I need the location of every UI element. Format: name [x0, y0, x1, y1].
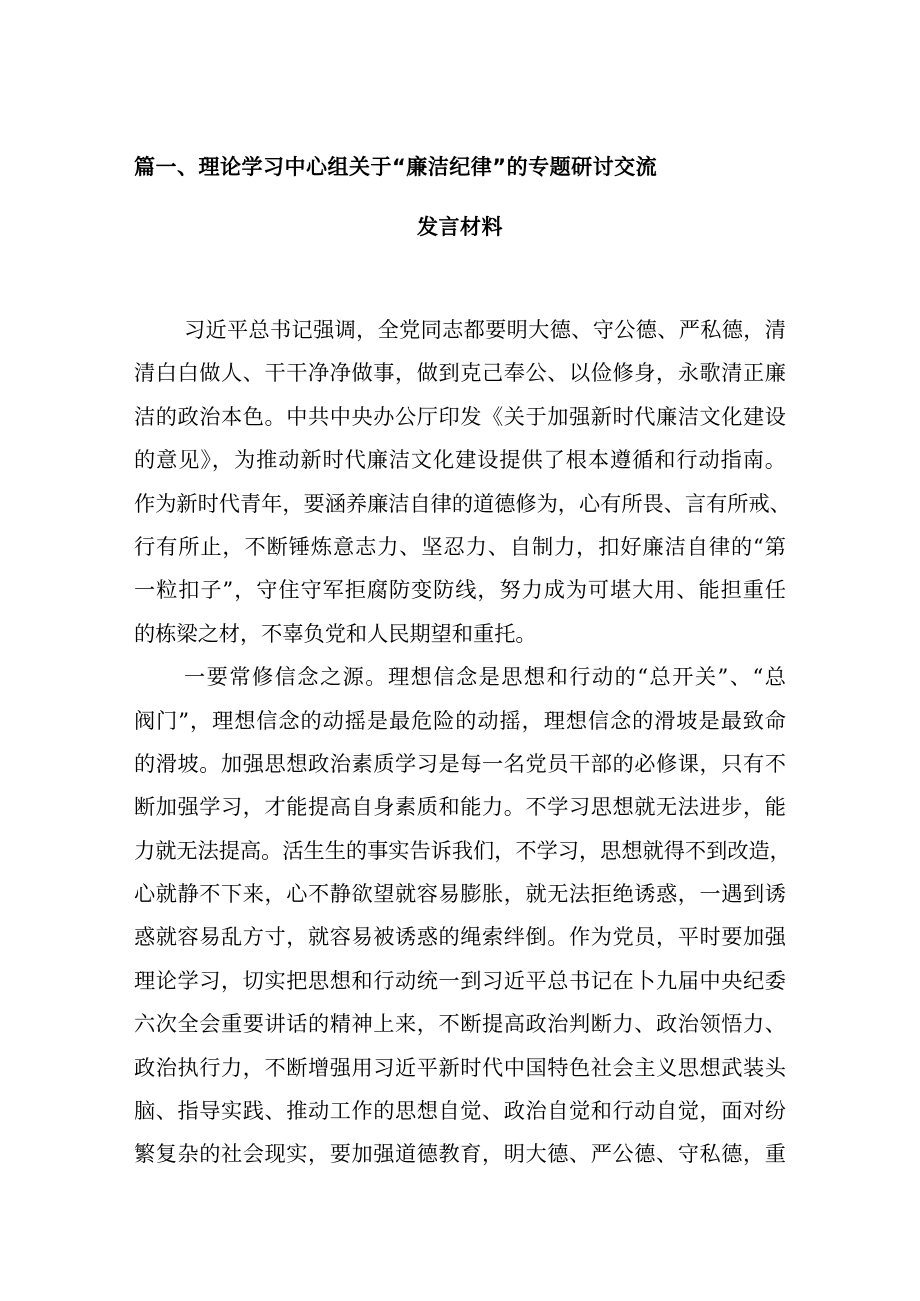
paragraph-line: 心就静不下来，心不静欲望就容易膨胀，就无法拒绝诱惑，一遇到诱	[134, 881, 786, 907]
paragraph-line: 阀门”，理想信念的动摇是最危险的动摇，理想信念的滑坡是最致命	[134, 707, 786, 733]
paragraph-line: 政治执行力，不断增强用习近平新时代中国特色社会主义思想武装头	[134, 1054, 786, 1080]
paragraph-line: 的意见》，为推动新时代廉洁文化建设提供了根本遵循和行动指南。	[134, 447, 786, 473]
paragraph-line: 清白白做人、干干净净做事，做到克己奉公、以俭修身，永歌清正廉	[134, 360, 786, 386]
paragraph-line: 一粒扣子”，守住守军拒腐防变防线，努力成为可堪大用、能担重任	[134, 577, 786, 603]
document-title-line-2: 发言材料	[417, 215, 503, 239]
paragraph-line: 洁的政治本色。中共中央办公厅印发《关于加强新时代廉洁文化建设	[134, 403, 786, 429]
paragraph-line: 作为新时代青年，要涵养廉洁自律的道德修为，心有所畏、言有所戒、	[134, 490, 791, 516]
paragraph-1	[134, 308, 791, 655]
paragraph-line: 脑、指导实践、推动工作的思想自觉、政治自觉和行动自觉，面对纷	[134, 1098, 786, 1124]
document-body	[134, 308, 791, 1176]
paragraph-line: 惑就容易乱方寸，就容易被诱惑的绳索绊倒。作为党员，平时要加强	[134, 924, 786, 950]
paragraph-line: 理论学习，切实把思想和行动统一到习近平总书记在卜九届中央纪委	[134, 967, 786, 993]
paragraph-line: 力就无法提高。活生生的事实告诉我们，不学习，思想就得不到改造，	[134, 837, 791, 863]
document-title-line-1: 篇一、理论学习中心组关于“廉洁纪律”的专题研讨交流	[134, 155, 658, 179]
paragraph-2	[134, 655, 791, 1176]
paragraph-line: 习近平总书记强调，全党同志都要明大德、守公德、严私德，清	[184, 317, 786, 342]
paragraph-line: 行有所止，不断锤炼意志力、坚忍力、自制力，扣好廉洁自律的“第	[134, 533, 786, 559]
paragraph-line: 断加强学习，才能提高自身素质和能力。不学习思想就无法进步，能	[134, 794, 786, 820]
paragraph-line: 的栋梁之材，不辜负党和人民期望和重托。	[134, 620, 537, 646]
paragraph-line: 六次全会重要讲话的精神上来，不断提高政治判断力、政治领悟力、	[134, 1011, 786, 1037]
paragraph-line: 繁复杂的社会现实，要加强道德教育，明大德、严公德、守私德，重	[134, 1141, 786, 1167]
paragraph-line: 的滑坡。加强思想政治素质学习是每一名党员干部的必修课，只有不	[134, 750, 786, 776]
paragraph-line: 一要常修信念之源。理想信念是思想和行动的“总开关”、“总	[184, 664, 786, 690]
